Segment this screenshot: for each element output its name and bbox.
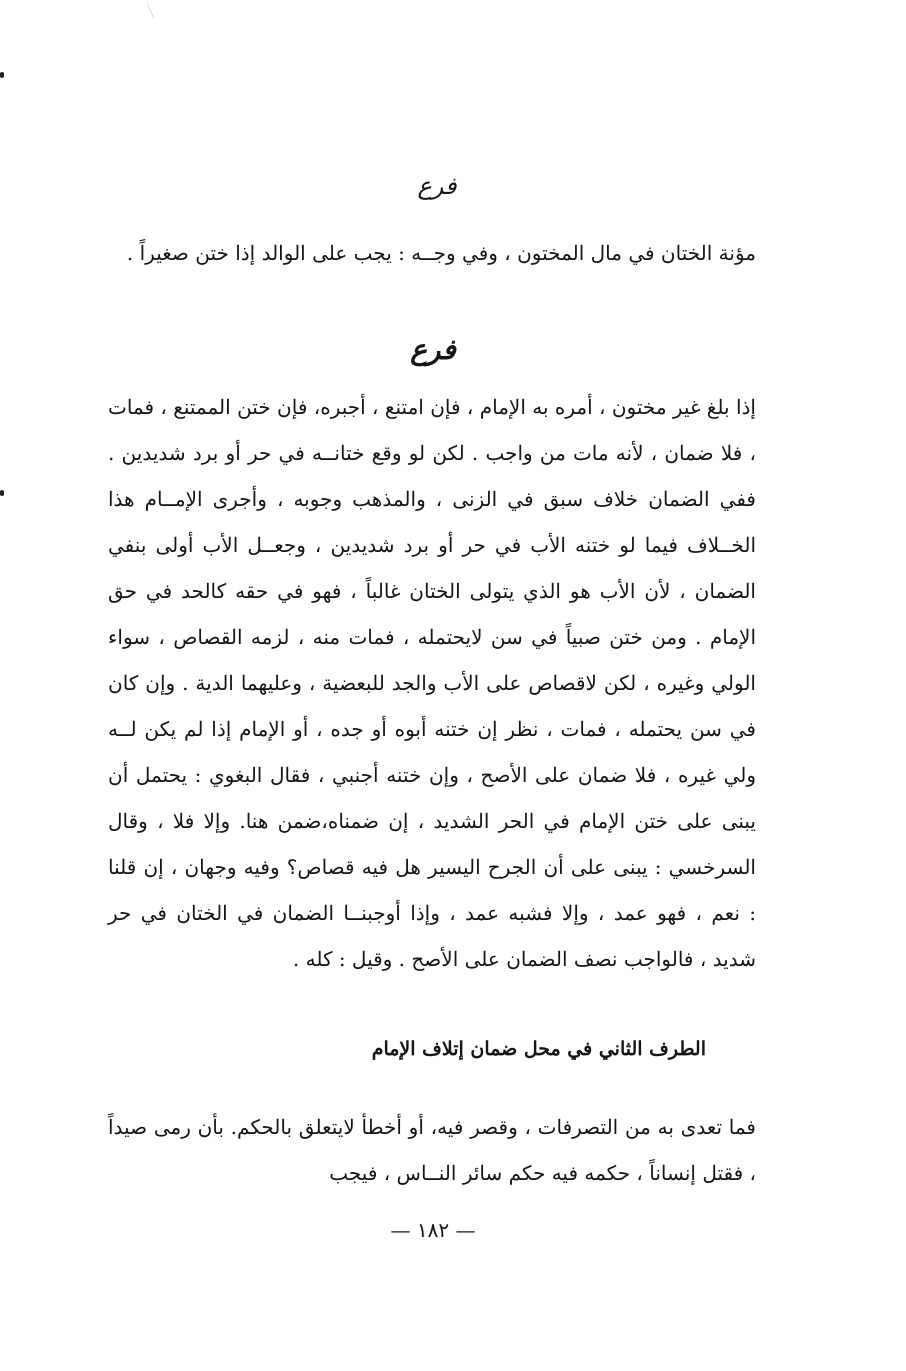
margin-dot-middle [0,490,4,496]
scan-artifact-mark [147,4,154,17]
margin-dot-top [0,72,4,78]
paragraph-imam-actions: فما تعدى به من التصرفات ، وقصر فيه، أو أخطأ لايتعلق بالحكم. بأن رمى صيداً ، فقتل إنساناً ، حكمه فيه حكم سائر النــاس ، فيجب [108,1115,756,1185]
page-number: — ١٨٢ — [390,1218,476,1242]
paragraph-circumcision-cost: مؤنة الختان في مال المختون ، وفي وجــه : يجب على الوالد إذا ختن صغيراً . [126,241,756,265]
branch-heading-second: فرع [410,333,456,366]
paragraph-circumcision-liability: إذا بلغ غير مختون ، أمره به الإمام ، فإن امتنع ، أجبره، فإن ختن الممتنع ، فمات ، فلا ضمان ، لأنه مات من واجب . لكن لو وقع ختانــه في حر أو برد شديدين . ففي الضمان خلاف سبق في الزنى ، والمذهب وجوبه ، وأجرى الإمــام هذا الخــلاف فيما لو ختنه الأب في حر أو برد شديدين ، وجعــل الأب أولى بنفي الضمان ، لأن الأب هو الذي يتولى الختان غالباً ، فهو في حقه كالحد في حق الإمام . ومن ختن صبياً في سن لايحتمله ، فمات منه ، لزمه القصاص ، سواء الولي وغيره ، لكن لاقصاص على الأب والجد للبعضية ، وعليهما الدية . وإن كان في سن يحتمله ، فمات ، نظر إن ختنه أبوه أو جده ، أو الإمام إذا لم يكن لــه ولي غيره ، فلا ضمان على الأصح ، وإن ختنه أجنبي ، فقال البغوي : يحتمل أن يبنى على ختن الإمام في الحر الشديد ، إن ضمناه،ضمن هنا. وإلا فلا ، وقال السرخسي : يبنى على أن الجرح اليسير هل فيه قصاص؟ وفيه وجهان ، إن قلنا : نعم ، فهو عمد ، وإلا فشبه عمد ، وإذا أوجبنــا الضمان في الختان في حر شديد ، فالواجب نصف الضمان على الأصح . وقيل : كله . [108,395,756,971]
section-heading-imam-liability: الطرف الثاني في محل ضمان إتلاف الإمام [371,1038,706,1060]
branch-heading-first: فرع [417,172,457,200]
